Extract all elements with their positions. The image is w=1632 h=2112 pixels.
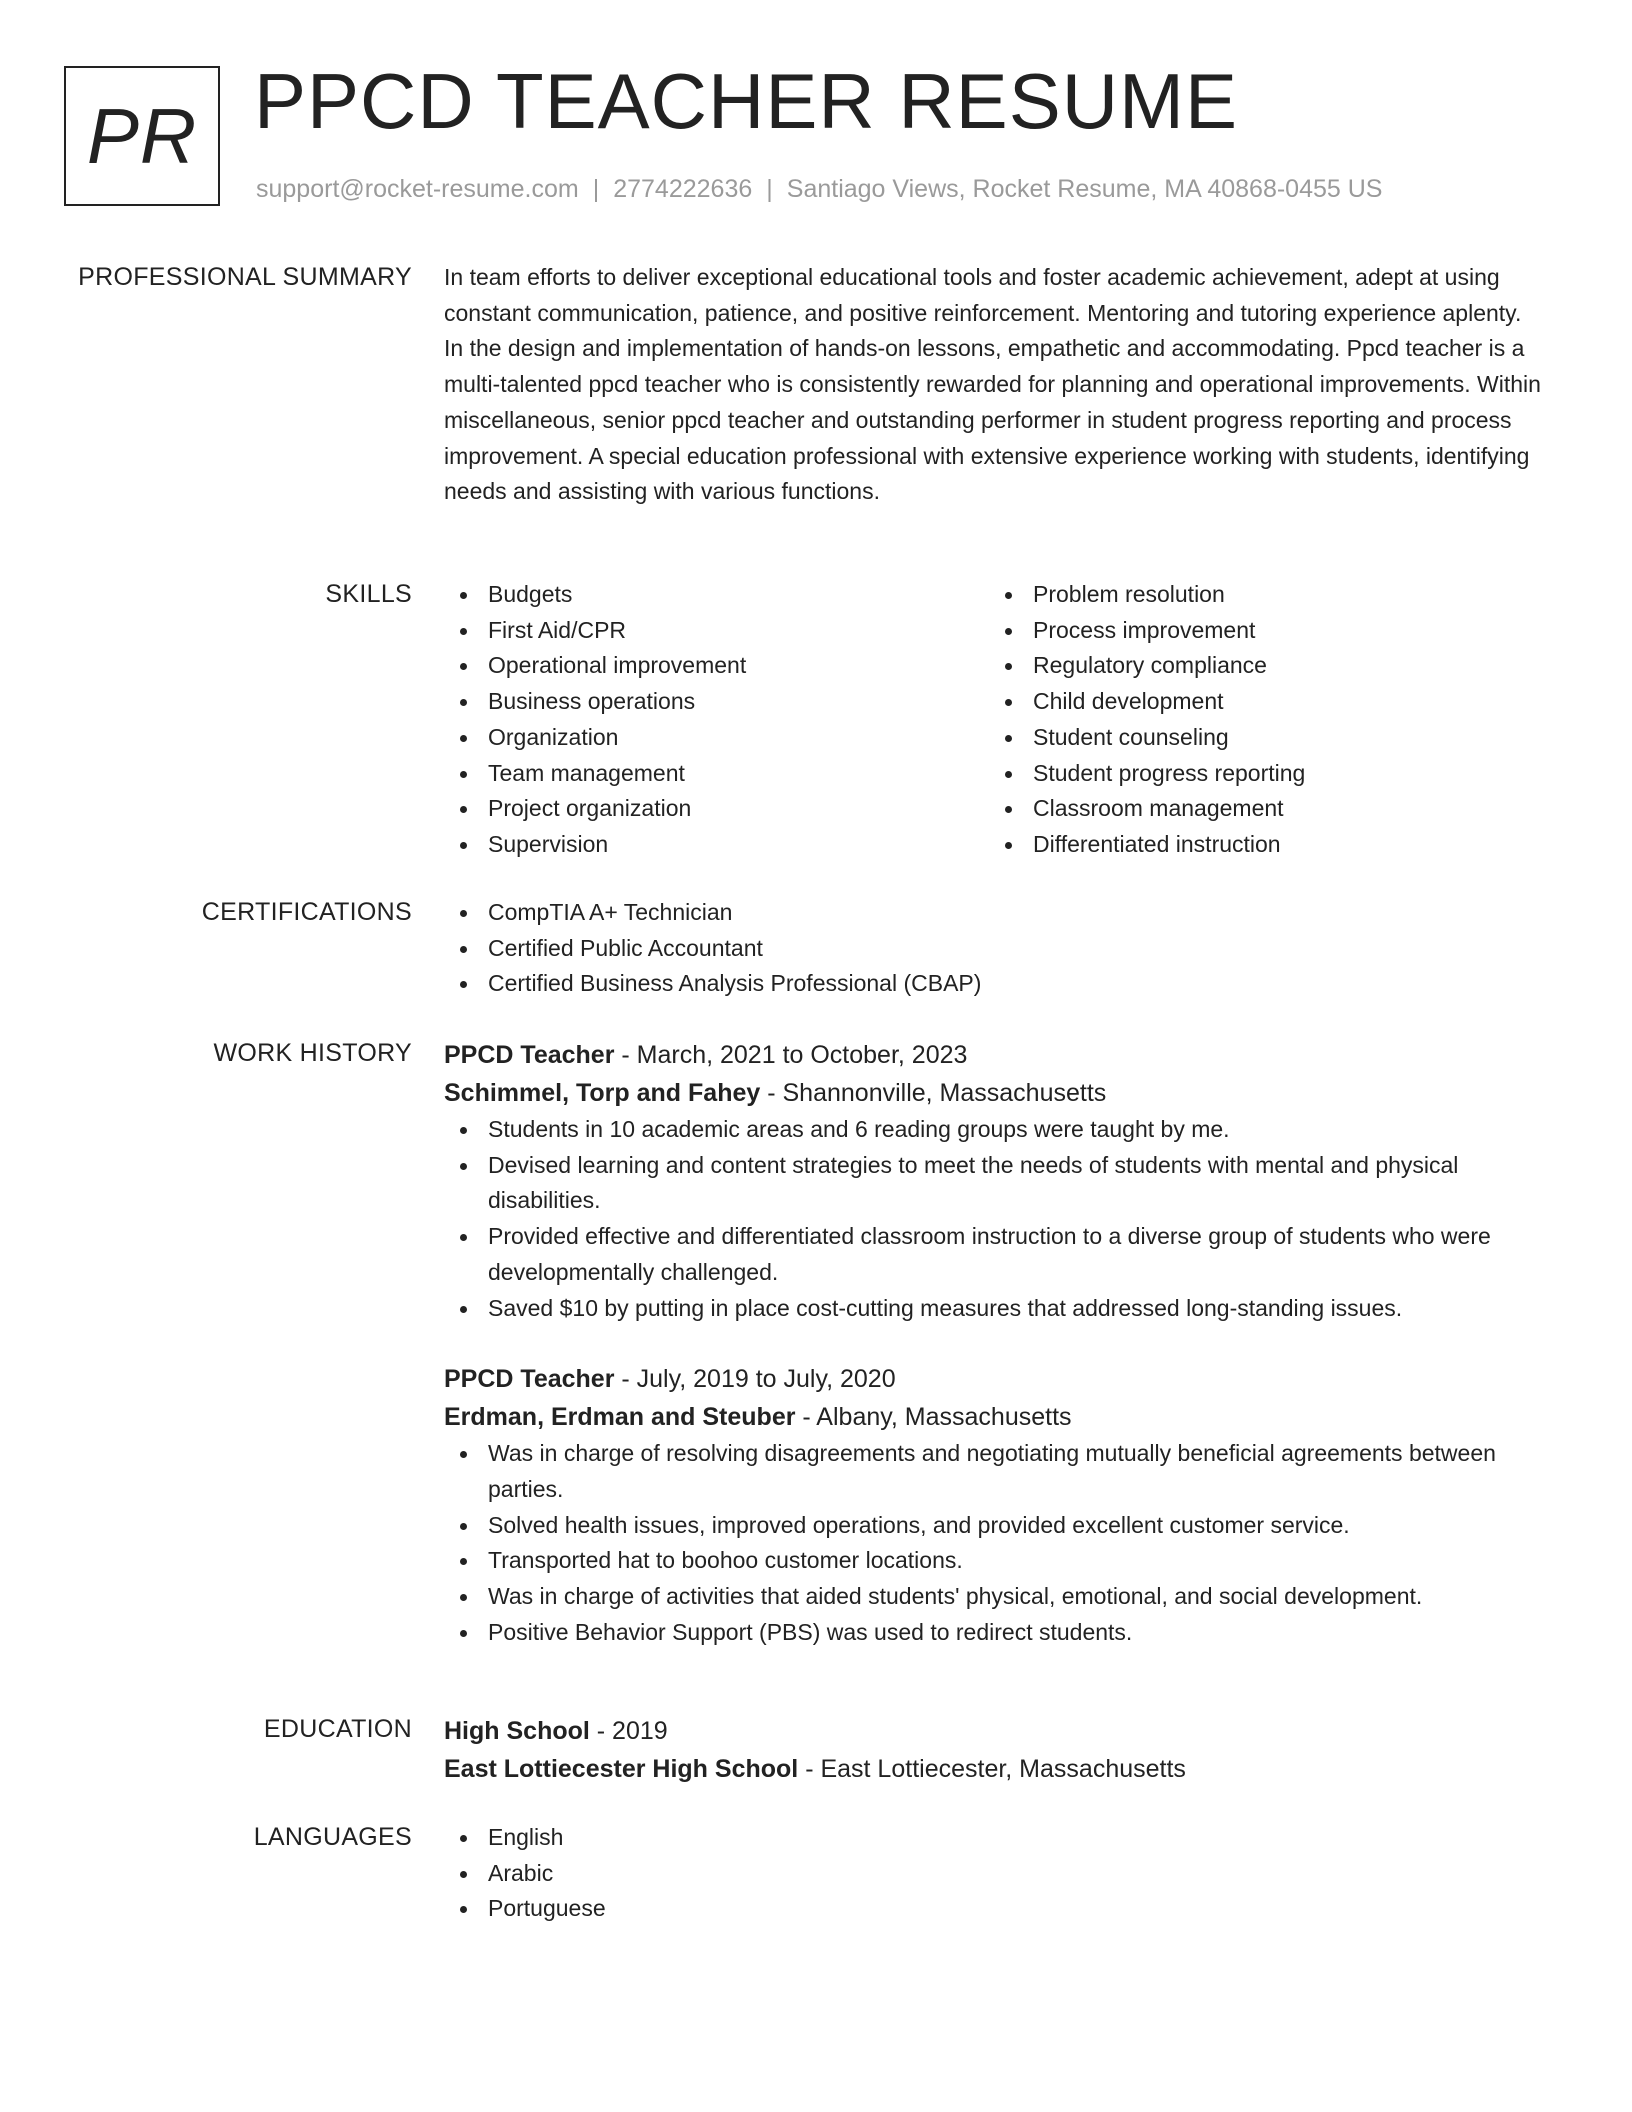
education-degree-line [444, 1712, 1544, 1750]
list-item: Problem resolution [989, 577, 1534, 613]
list-item: Operational improvement [444, 648, 989, 684]
skills-list-left [444, 577, 989, 863]
languages-list [444, 1820, 1544, 1927]
list-item: Team management [444, 756, 989, 792]
list-item: Solved health issues, improved operations, and provided excellent customer service. [444, 1508, 1544, 1544]
list-item: Student progress reporting [989, 756, 1534, 792]
summary-body [444, 260, 1544, 510]
list-item: Process improvement [989, 613, 1534, 649]
contact-phone: 2774222636 [613, 175, 753, 203]
list-item: Differentiated instruction [989, 827, 1534, 863]
list-item: Project organization [444, 791, 989, 827]
contact-separator: | [592, 175, 600, 203]
list-item: Positive Behavior Support (PBS) was used to redirect students. [444, 1615, 1544, 1651]
resume-title: PPCD TEACHER RESUME [254, 57, 1239, 145]
job-entry [444, 1360, 1544, 1650]
job-role: PPCD Teacher [444, 1365, 615, 1394]
monogram-badge: PR [64, 66, 220, 206]
list-item: Supervision [444, 827, 989, 863]
education-year: - 2019 [589, 1717, 668, 1745]
list-item: Students in 10 academic areas and 6 reading groups were taught by me. [444, 1112, 1544, 1148]
job-location: - Shannonville, Massachusetts [760, 1079, 1107, 1107]
education-body [444, 1712, 1544, 1788]
list-item: Was in charge of activities that aided students' physical, emotional, and social development. [444, 1579, 1544, 1615]
list-item: Saved $10 by putting in place cost-cutting measures that addressed long-standing issues. [444, 1291, 1544, 1327]
contact-address: Santiago Views, Rocket Resume, MA 40868-0455 US [786, 175, 1383, 203]
list-item: Student counseling [989, 720, 1534, 756]
job-location: - Albany, Massachusetts [795, 1403, 1072, 1432]
job-role-line [444, 1036, 1544, 1074]
list-item: Portuguese [444, 1891, 1544, 1927]
job-company: Erdman, Erdman and Steuber [444, 1403, 796, 1432]
job-dates: - March, 2021 to October, 2023 [614, 1041, 968, 1069]
certifications-list [444, 895, 1544, 1002]
list-item: CompTIA A+ Technician [444, 895, 1544, 931]
job-company: Schimmel, Torp and Fahey [444, 1079, 761, 1107]
list-item: Arabic [444, 1856, 1544, 1892]
summary-text: In team efforts to deliver exceptional educational tools and foster academic achievement, adept at using constant communication, patience, and positive reinforcement. Mentoring and tutoring experience aplenty. In the design and implementation of hands-on lessons, empathetic and accommodating. Ppcd teacher is a multi-talented ppcd teacher who is consistently rewarded for planning and operational improvements. Within miscellaneous, senior ppcd teacher and outstanding performer in student progress reporting and process improvement. A special education professional with extensive experience working with students, identifying needs and assisting with various functions. [444, 264, 1541, 505]
summary-heading: PROFESSIONAL SUMMARY [78, 263, 412, 291]
list-item: Business operations [444, 684, 989, 720]
education-degree: High School [444, 1717, 590, 1745]
list-item: Certified Public Accountant [444, 931, 1544, 967]
contact-line [256, 172, 1382, 206]
languages-body [444, 1820, 1544, 1927]
skills-body [444, 577, 1544, 863]
contact-email: support@rocket-resume.com [256, 175, 579, 203]
education-school: East Lottiecester High School [444, 1755, 799, 1783]
list-item: Certified Business Analysis Professional (CBAP) [444, 966, 1544, 1002]
job-role: PPCD Teacher [444, 1041, 615, 1069]
job-company-line [444, 1074, 1544, 1112]
job-entry [444, 1036, 1544, 1326]
list-item: Transported hat to boohoo customer locations. [444, 1543, 1544, 1579]
list-item: Organization [444, 720, 989, 756]
languages-heading: LANGUAGES [253, 1823, 412, 1851]
job-role-line [444, 1360, 1544, 1398]
skills-heading: SKILLS [325, 580, 412, 608]
skills-list-right [989, 577, 1534, 863]
list-item: Classroom management [989, 791, 1534, 827]
education-school-line [444, 1750, 1544, 1788]
certifications-heading: CERTIFICATIONS [201, 898, 412, 926]
work-history-heading: WORK HISTORY [213, 1039, 412, 1067]
list-item: First Aid/CPR [444, 613, 989, 649]
certifications-body [444, 895, 1544, 1002]
job-company-line [444, 1398, 1544, 1436]
list-item: Child development [989, 684, 1534, 720]
education-location: - East Lottiecester, Massachusetts [798, 1755, 1186, 1783]
list-item: Budgets [444, 577, 989, 613]
contact-separator: | [766, 175, 773, 203]
list-item: Was in charge of resolving disagreements and negotiating mutually beneficial agreements between parties. [444, 1436, 1544, 1507]
list-item: Provided effective and differentiated classroom instruction to a diverse group of students who were developmentally challenged. [444, 1219, 1544, 1290]
job-duties-list [444, 1436, 1544, 1650]
list-item: English [444, 1820, 1544, 1856]
list-item: Regulatory compliance [989, 648, 1534, 684]
job-dates: - July, 2019 to July, 2020 [614, 1365, 896, 1394]
list-item: Devised learning and content strategies to meet the needs of students with mental and physical disabilities. [444, 1148, 1544, 1219]
job-duties-list [444, 1112, 1544, 1326]
education-heading: EDUCATION [263, 1715, 412, 1743]
work-history-body [444, 1036, 1544, 1650]
